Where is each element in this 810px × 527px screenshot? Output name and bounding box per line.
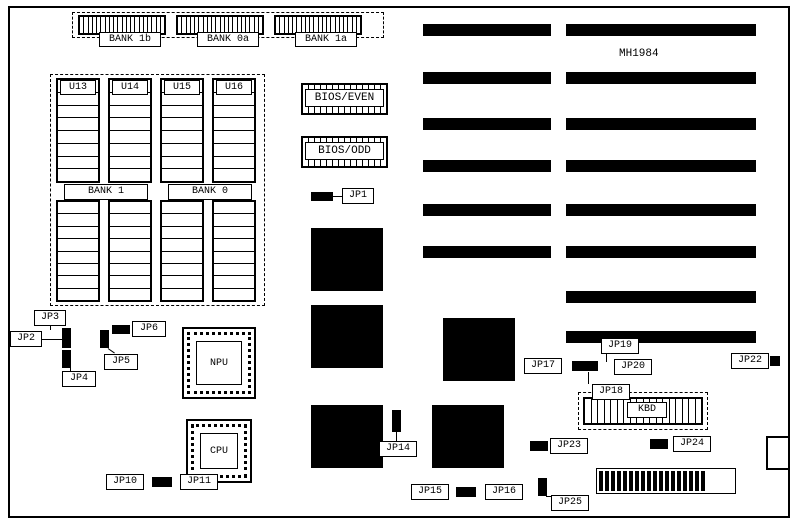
cpu-label: CPU	[200, 433, 238, 469]
expansion-slot-3-long[interactable]	[566, 118, 756, 130]
expansion-slot-1-long[interactable]	[566, 24, 756, 36]
jp15-jp16-pins[interactable]	[456, 487, 476, 497]
expansion-slot-4-short[interactable]	[423, 160, 551, 172]
dram-column-u16-lower[interactable]	[212, 200, 256, 302]
chipset-chip-lower-left	[311, 405, 383, 468]
jp3-lead	[50, 326, 51, 330]
jp17-label: JP17	[524, 358, 562, 374]
chipset-chip-upper-right	[443, 318, 515, 381]
io-pin-header[interactable]	[596, 468, 736, 494]
jp4-pins[interactable]	[62, 350, 71, 368]
jp15-label: JP15	[411, 484, 449, 500]
jp2-label: JP2	[10, 331, 42, 347]
expansion-slot-5-long[interactable]	[566, 204, 756, 216]
jp24-label: JP24	[673, 436, 711, 452]
expansion-slot-7-long[interactable]	[566, 291, 756, 303]
expansion-slot-2-short[interactable]	[423, 72, 551, 84]
jp5-pins[interactable]	[100, 330, 109, 348]
jp5-label: JP5	[104, 354, 138, 370]
jp17-jp20-pins[interactable]	[572, 361, 598, 371]
expansion-slot-8-long[interactable]	[566, 331, 756, 343]
jp16-label: JP16	[485, 484, 523, 500]
jp6-label: JP6	[132, 321, 166, 337]
dram-column-u13-lower[interactable]	[56, 200, 100, 302]
jp14-pins[interactable]	[392, 410, 401, 432]
expansion-slot-6-long[interactable]	[566, 246, 756, 258]
jp1-lead	[333, 196, 342, 197]
jp2-lead	[42, 339, 62, 340]
jp3-pins[interactable]	[62, 328, 71, 348]
jp11-label: JP11	[180, 474, 218, 490]
expansion-slot-4-long[interactable]	[566, 160, 756, 172]
expansion-slot-5-short[interactable]	[423, 204, 551, 216]
label-bank0: BANK 0	[168, 184, 252, 200]
dram-column-u15-lower[interactable]	[160, 200, 204, 302]
npu-socket[interactable]	[182, 327, 256, 399]
label-u14: U14	[112, 80, 148, 95]
jp25-pins[interactable]	[538, 478, 547, 496]
jp14-lead	[396, 432, 397, 441]
label-u15: U15	[164, 80, 200, 95]
jp23-pins[interactable]	[530, 441, 548, 451]
jp25-label: JP25	[551, 495, 589, 511]
keyboard-din-connector[interactable]	[766, 436, 790, 470]
jp14-label: JP14	[379, 441, 417, 457]
jp18-lead	[588, 372, 589, 384]
jp19-lead	[606, 354, 607, 362]
jp19-label: JP19	[601, 338, 639, 354]
label-bank0a: BANK 0a	[197, 32, 259, 47]
label-bios-even: BIOS/EVEN	[305, 89, 384, 107]
chipset-chip-lower-right	[432, 405, 504, 468]
board-model-text: MH1984	[619, 48, 659, 60]
chipset-chip-upper-left	[311, 228, 383, 291]
label-u13: U13	[60, 80, 96, 95]
chipset-chip-mid-left	[311, 305, 383, 368]
jp18-label: JP18	[592, 384, 630, 400]
expansion-slot-2-long[interactable]	[566, 72, 756, 84]
jp22-pins[interactable]	[770, 356, 780, 366]
jp1-pins[interactable]	[311, 192, 333, 201]
expansion-slot-1-short[interactable]	[423, 24, 551, 36]
expansion-slot-3-short[interactable]	[423, 118, 551, 130]
jp4-label: JP4	[62, 371, 96, 387]
label-kbd: KBD	[627, 402, 667, 418]
expansion-slot-6-short[interactable]	[423, 246, 551, 258]
jp3-label: JP3	[34, 310, 66, 326]
jp10-label: JP10	[106, 474, 144, 490]
label-bios-odd: BIOS/ODD	[305, 142, 384, 160]
jp23-label: JP23	[550, 438, 588, 454]
dram-column-u14-lower[interactable]	[108, 200, 152, 302]
label-bank1a: BANK 1a	[295, 32, 357, 47]
jp1-label: JP1	[342, 188, 374, 204]
label-bank1: BANK 1	[64, 184, 148, 200]
npu-label: NPU	[196, 341, 242, 385]
jp10-jp11-pins[interactable]	[152, 477, 172, 487]
jp24-pins[interactable]	[650, 439, 668, 449]
jp6-pins[interactable]	[112, 325, 130, 334]
jp20-label: JP20	[614, 359, 652, 375]
label-bank1b: BANK 1b	[99, 32, 161, 47]
label-u16: U16	[216, 80, 252, 95]
jp22-label: JP22	[731, 353, 769, 369]
